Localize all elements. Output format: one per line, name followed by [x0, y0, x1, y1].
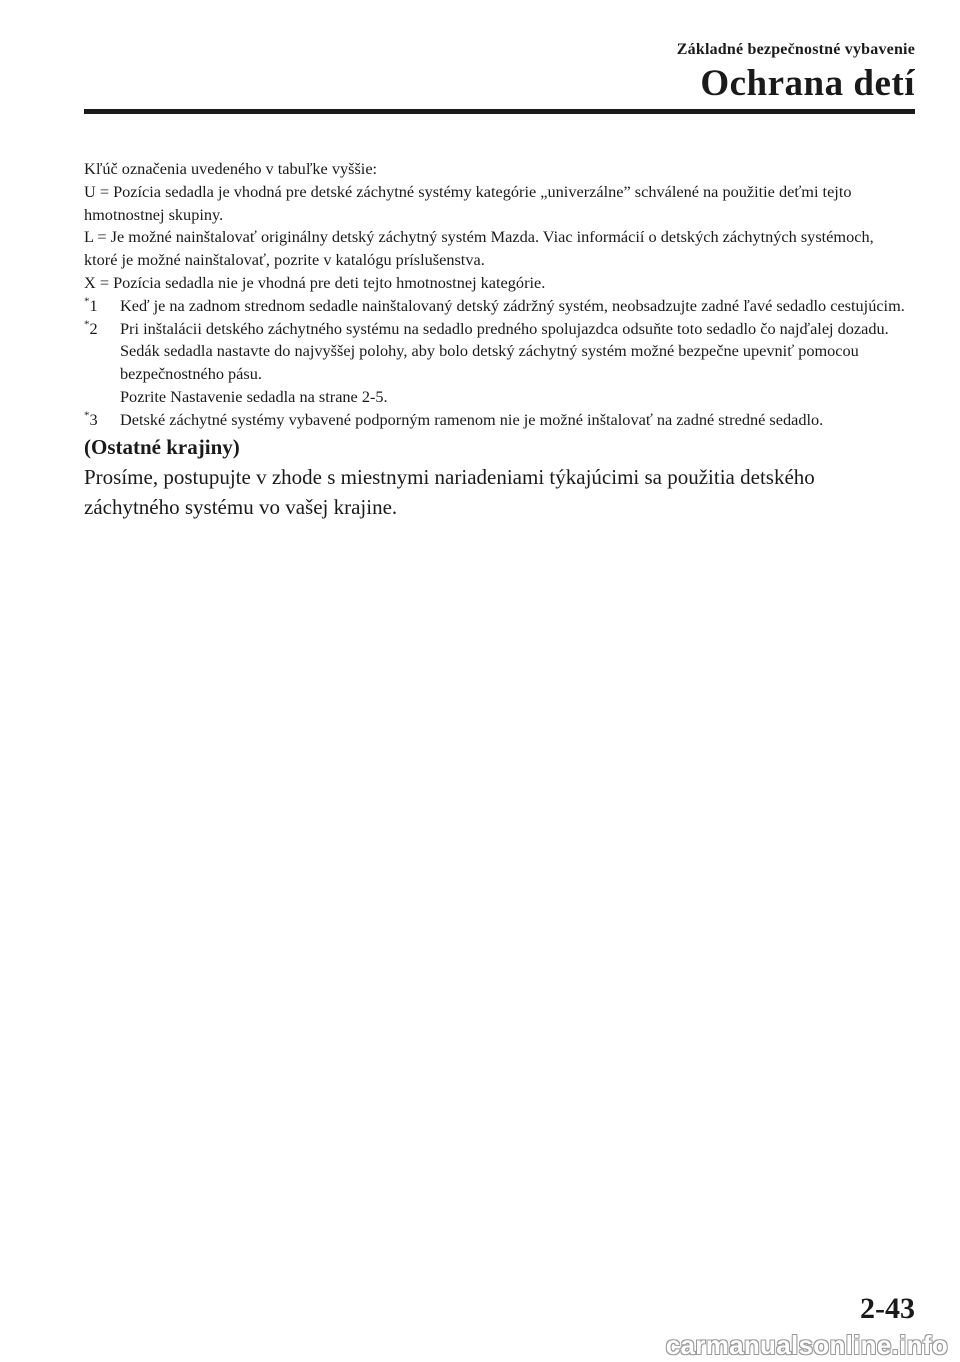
page-number: 2-43	[860, 1292, 915, 1325]
footnote-number: 1	[89, 295, 98, 315]
key-x-definition: X = Pozícia sedadla nie je vhodná pre deti tejto hmotnostnej kategórie.	[84, 272, 546, 292]
footnote-2	[84, 318, 910, 409]
footnote-marker	[84, 409, 120, 432]
watermark: carmanualsonline.info	[665, 1330, 948, 1360]
footnote-1	[84, 295, 910, 318]
other-countries-text: Prosíme, postupujte v zhode s miestnymi nariadeniami týkajúcimi sa použitia detského záchytného systému vo vašej krajine.	[84, 464, 815, 519]
key-u-definition: U = Pozícia sedadla je vhodná pre detské záchytné systémy kategórie „univerzálne” schválené na použitie deťmi tejto hmotnostnej skupiny.	[84, 181, 852, 224]
asterisk-mark: *	[84, 409, 90, 422]
chapter-title: Ochrana detí	[700, 63, 915, 104]
asterisk-mark: *	[84, 318, 90, 331]
footnote-3	[84, 409, 910, 432]
footnote-number: 3	[89, 409, 98, 429]
page-content	[84, 158, 910, 522]
footnote-line: Pri inštalácii detského záchytného systému na sedadlo predného spolujazdca odsuňte toto sedadlo čo najďalej dozadu. Sedák sedadla nastavte do najvyššej polohy, aby bolo detský záchytný systém možné bezpečne upevniť pomocou bezpečnostného pásu.	[120, 318, 889, 384]
footnote-line: Detské záchytné systémy vybavené podporným ramenom nie je možné inštalovať na zadné stredné sedadlo.	[120, 409, 824, 429]
footnote-text	[120, 318, 910, 409]
asterisk-mark: *	[84, 295, 90, 308]
footnote-text	[120, 295, 910, 318]
key-intro: Kľúč označenia uvedeného v tabuľke vyššie:	[84, 159, 378, 178]
footnote-text	[120, 409, 910, 432]
footnote-marker	[84, 318, 120, 409]
key-l-definition: L = Je možné nainštalovať originálny detský záchytný systém Mazda. Viac informácií o detských záchytných systémoch, ktoré je možné nainštalovať, pozrite v katalógu príslušenstva.	[84, 227, 874, 270]
header-divider	[84, 109, 915, 114]
footnote-line: Keď je na zadnom strednom sedadle nainštalovaný detský zádržný systém, neobsadzujte zadné ľavé sedadlo cestujúcim.	[120, 295, 905, 315]
footnote-marker	[84, 295, 120, 318]
section-title: Základné bezpečnostné vybavenie	[676, 41, 915, 58]
footnote-cross-reference: Pozrite Nastavenie sedadla na strane 2-5.	[120, 386, 388, 406]
page-header	[84, 40, 915, 106]
footnote-number: 2	[89, 318, 98, 338]
other-countries-heading: (Ostatné krajiny)	[84, 434, 240, 459]
